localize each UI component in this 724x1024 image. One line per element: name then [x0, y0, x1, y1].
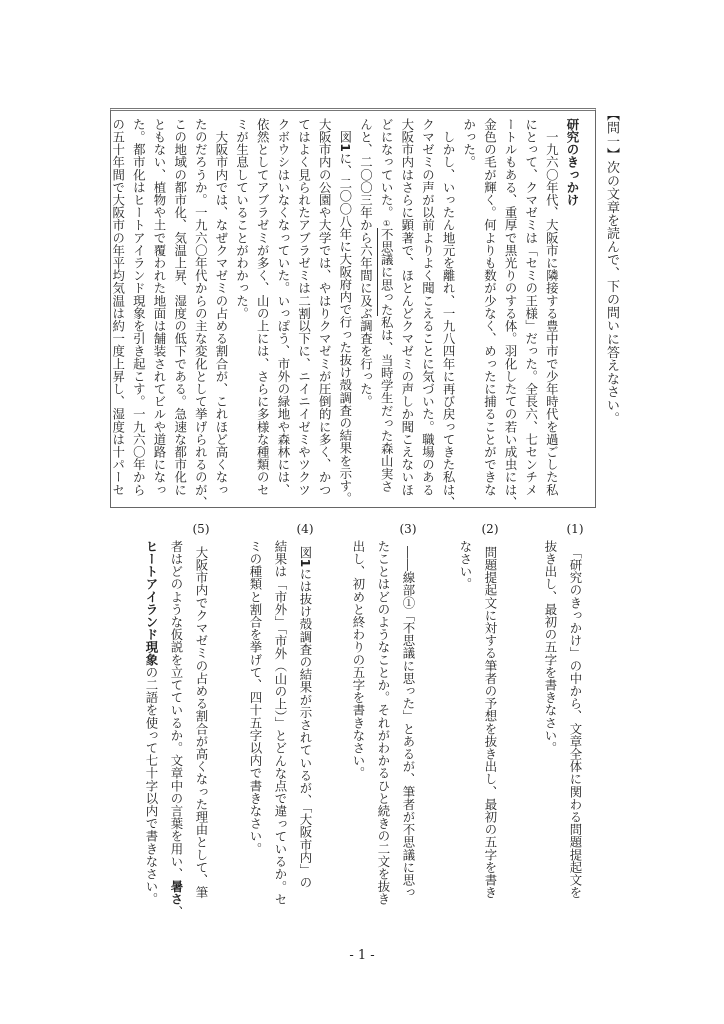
passage-line — [541, 118, 561, 496]
passage-heading: 研究のきっかけ — [565, 118, 580, 207]
marker-number: ① — [382, 218, 392, 229]
question-header: 【問一】次の文章を読んで、下の問いに答えなさい。 — [604, 108, 619, 425]
text-segment: 依然としてアブラゼミが多く、山の上には、さらに多様な種類のセ — [255, 118, 271, 496]
text-segment: ミが生息していることがわかった。 — [234, 118, 250, 320]
text-segment: た。都市化はヒートアイランド現象を引き起こす。一九六〇年から — [131, 118, 147, 496]
text-segment: の二語を使って七十字以内で書きなさい。 — [144, 666, 159, 906]
text-segment: に、二〇〇八年に大阪府内で行った抜け殻調査の結果を示す。 — [337, 152, 353, 505]
text-segment: たのだろうか。一九六〇年代からの主な変化として挙げられるのが、 — [193, 118, 209, 509]
passage-line — [190, 118, 210, 509]
passage-line — [521, 118, 541, 496]
text-segment: 結果は「市外」「市外（山の上）」とどんな点で違っているか。セ — [273, 540, 288, 906]
text-segment: 大阪市内でクマゼミの占める割合が高くなった理由として、筆 — [194, 546, 209, 899]
question-number: (1) — [566, 522, 584, 536]
text-segment: 抜き出し、最初の五字を書きなさい。 — [543, 540, 558, 755]
question-line — [348, 540, 368, 779]
text-segment: かった。 — [461, 118, 477, 169]
passage-line — [232, 118, 252, 320]
question-line — [455, 540, 475, 590]
question-line — [565, 546, 585, 899]
passage-line — [294, 118, 314, 496]
text-segment: 出し、初めと終わりの五字を書きなさい。 — [351, 540, 366, 780]
passage-line — [479, 118, 499, 496]
question-number: (5) — [192, 522, 210, 536]
passage-line — [149, 118, 169, 496]
question-line — [398, 546, 418, 899]
text-segment: たことはどのようなことか。それがわかるひと続きの二文を抜き — [376, 540, 391, 906]
text-segment: 図 — [337, 118, 353, 144]
text-segment: てはよく見られたアブラゼミは二割以下に、ニイニイゼミやツクツ — [296, 118, 312, 496]
passage-line — [376, 118, 396, 493]
text-segment: 大阪市内の公園や大学では、やはりクマゼミが圧倒的に多く、かつ — [317, 118, 333, 496]
text-segment: ヒートアイランド現象 — [144, 540, 159, 666]
question-line — [295, 546, 315, 889]
page-number: - 1 - — [349, 948, 375, 963]
question-line — [191, 546, 211, 899]
passage-line — [170, 118, 190, 496]
text-segment: 「研究のきっかけ」の中から、文章全体に関わる問題提起文を — [568, 546, 583, 899]
question-number: (3) — [399, 522, 417, 536]
text-segment: しかし、いったん地元を離れ、一九八四年に再び戻ってきた私は、 — [441, 118, 457, 509]
text-segment: 大阪市内はさらに顕著で、ほとんどクマゼミの声しか聞こえないほ — [399, 118, 415, 496]
text-segment: なさい。 — [458, 540, 473, 591]
passage-line — [356, 118, 376, 408]
text-segment: どになっていた。 — [379, 118, 395, 219]
question-line — [166, 540, 186, 918]
underlined-phrase: 不思議に思った — [379, 228, 395, 317]
text-segment: ミの種類と割合を挙げて、四十五字以内で書きなさい。 — [248, 540, 263, 855]
text-segment: 問題提起文に対する筆者の予想を抜き出し、最初の五字を書き — [483, 546, 498, 899]
text-segment: クマゼミの声が以前よりよく聞こえることに気づいた。職場のある — [420, 118, 436, 496]
question-line — [540, 540, 560, 754]
text-segment: 1 — [298, 558, 313, 568]
passage-line — [417, 118, 437, 496]
text-segment: この地域の都市化、気温上昇、湿度の低下である。急速な都市化に — [172, 118, 188, 496]
text-segment: ートルもある、重厚で黒光りのする体。羽化したての若い成虫には、 — [503, 118, 519, 509]
passage-line — [314, 118, 334, 496]
text-segment: 者はどのような仮説を立てているか。文章中の言葉を用い、 — [169, 540, 184, 881]
text-segment: 金色の毛が輝く。何よりも数が少なく、めったに捕ることができな — [482, 118, 498, 496]
text-segment: には抜け殻調査の結果が示されているが、「大阪市内」の — [298, 567, 313, 889]
text-segment: ――線部①「不思議に思った」とあるが、筆者が不思議に思っ — [401, 546, 416, 899]
question-line — [480, 546, 500, 899]
passage-line — [438, 118, 458, 509]
text-segment: の五十年間で大阪市の年平均気温は約一度上昇し、湿度は十パーセ — [110, 118, 126, 496]
text-segment: んと、二〇〇三年から六年間に及ぶ調査を行った。 — [358, 118, 374, 408]
passage-line — [273, 118, 293, 496]
text-segment: 暑さ — [169, 880, 184, 906]
passage-line — [335, 118, 355, 505]
text-segment: 私は、当時学生だった森山実さ — [379, 316, 395, 493]
passage-line — [252, 118, 272, 496]
text-segment: にとって、クマゼミは「セミの王様」だった。全長六、七センチメ — [523, 118, 539, 496]
question-line — [141, 540, 161, 905]
passage-line — [128, 118, 148, 496]
text-segment: 、 — [169, 905, 184, 919]
text-segment: 大阪市内では、なぜクマゼミの占める割合が、これほど高くなっ — [213, 118, 229, 496]
text-segment: ともない、植物や土で覆われた地面は舗装されてビルや道路になっ — [152, 118, 167, 496]
passage-line — [459, 118, 479, 168]
question-line — [245, 540, 265, 855]
question-line — [373, 540, 393, 905]
text-segment: クボウシはいなくなっていた。いっぽう、市外の緑地や森林には、 — [275, 118, 291, 496]
passage-line — [108, 118, 128, 496]
text-segment: 図 — [298, 546, 313, 559]
question-number: (2) — [481, 522, 499, 536]
passage-line — [500, 118, 520, 509]
passage-line — [397, 118, 417, 496]
question-number: (4) — [296, 522, 314, 536]
text-segment: 一九六〇年代、大阪市に隣接する豊中市で少年時代を過ごした私 — [544, 118, 560, 496]
question-line — [270, 540, 290, 906]
text-segment: 1 — [337, 143, 353, 153]
passage-line — [211, 118, 231, 496]
